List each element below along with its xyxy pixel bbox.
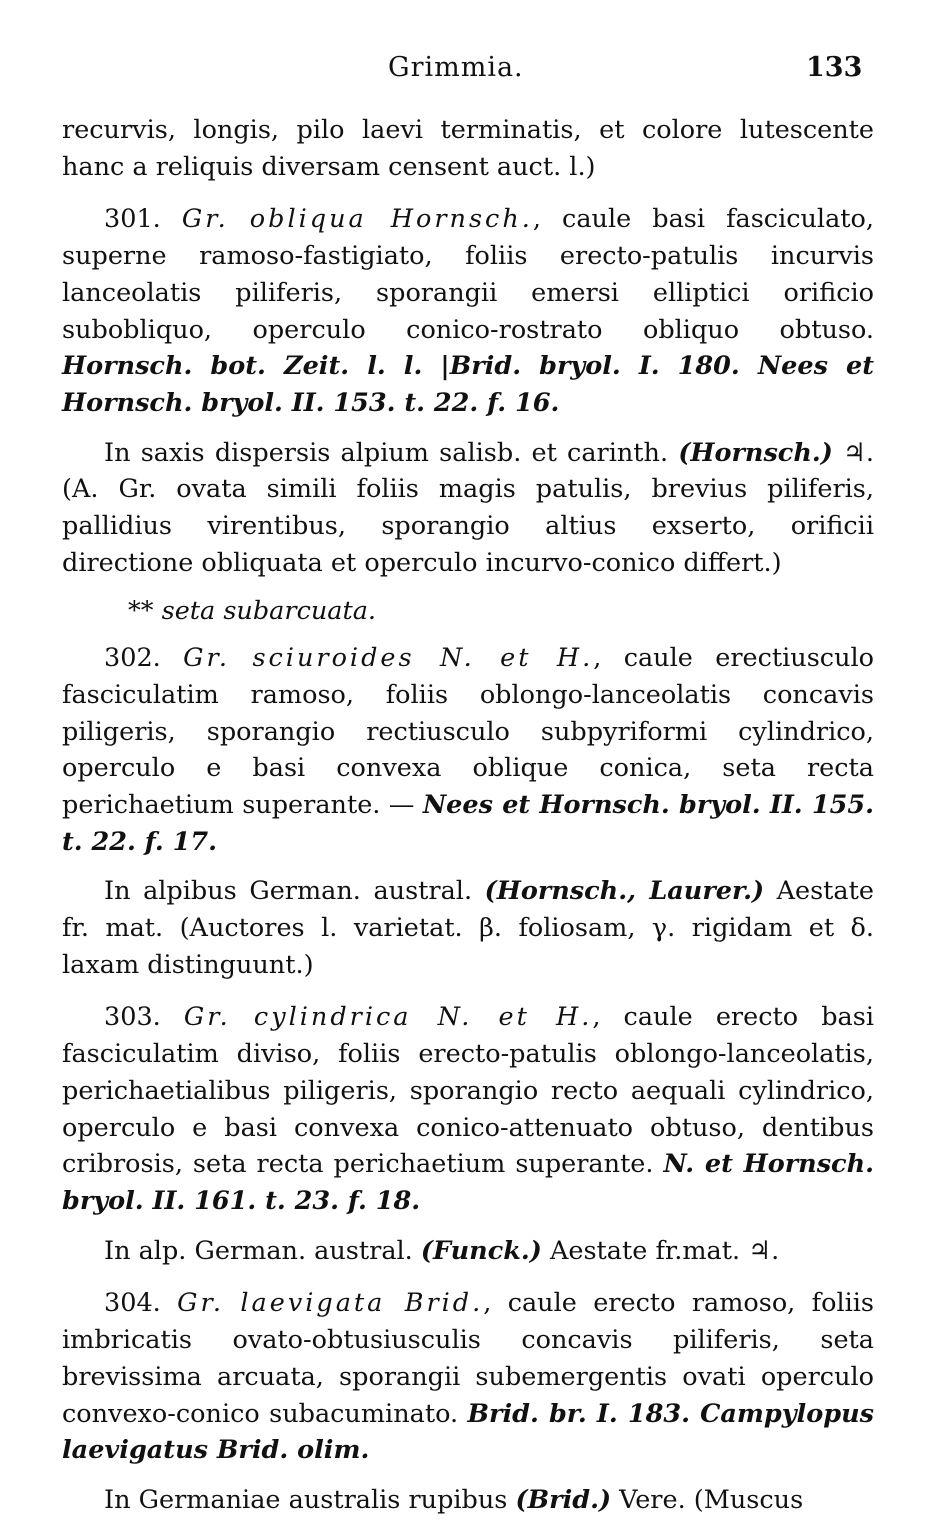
species-number: 302. (104, 643, 161, 674)
page-body (62, 112, 874, 1519)
continuation-paragraph (62, 112, 874, 185)
species-number: 301. (104, 204, 161, 235)
species-description: , caule erecto ramoso, foliis imbricatis ovato-obtusiusculis concavis piliferis, seta brevissima arcuata, sporangii subemergentis ovati operculo convexo-conico subacuminato. (62, 1288, 874, 1429)
genus-abbrev: Gr. (183, 1002, 231, 1033)
habitat-text: In alp. German. austral. (104, 1235, 413, 1266)
habitat-rest: Aestate fr.mat. (549, 1235, 741, 1266)
section-label: seta subarcuata. (161, 596, 377, 627)
species-description: , caule erectiusculo fasciculatim ramoso, foliis oblongo-lanceolatis concavis piligeris, sporangio rectiusculo subpyriformi cylindrico, operculo e basi convexa oblique conica, seta recta perichaetium superante. — (62, 643, 875, 820)
perennial-symbol: ♃. (843, 437, 875, 468)
species-entry-301 (62, 201, 874, 421)
habitat-rest: Aestate fr. mat. (Auctores l. varietat. β. foliosam, γ. rigidam et δ. laxam distinguunt.) (62, 876, 874, 980)
habitat-text: In saxis dispersis alpium salisb. et carinth. (104, 437, 669, 468)
species-name: sciuroides N. et H. (252, 643, 594, 674)
page-number: 133 (806, 52, 863, 83)
species-entry-302 (62, 640, 874, 860)
species-number: 303. (104, 1002, 161, 1033)
habitat-301 (62, 435, 874, 582)
running-title: Grimmia. (388, 52, 524, 83)
species-number: 304. (104, 1288, 161, 1319)
habitat-rest: Vere. (Muscus (619, 1484, 804, 1515)
habitat-collector: (Funck.) (420, 1235, 542, 1266)
species-references: Nees et Hornsch. bryol. II. 155. t. 22. f. 17. (62, 789, 874, 857)
habitat-text: In alpibus German. austral. (104, 876, 473, 907)
habitat-304 (62, 1482, 874, 1519)
habitat-collector: (Hornsch.) (678, 437, 833, 468)
species-entry-303 (62, 999, 874, 1219)
species-description: , caule erecto basi fasciculatim diviso, foliis erecto-patulis oblongo-lanceolatis, perichaetialibus piligeris, sporangio recto aequali cylindrico, operculo e basi convexa conico-attenuato obtuso, dentibus cribrosis, seta recta perichaetium superante. (62, 1002, 874, 1180)
habitat-text: In Germaniae australis rupibus (104, 1484, 508, 1515)
species-description: , caule basi fasciculato, superne ramoso-fastigiato, foliis erecto-patulis incurvis lanceolatis piliferis, sporangii emersi elliptici orificio subobliquo, operculo conico-rostrato obliquo obtuso. (62, 204, 874, 345)
continuation-text: recurvis, longis, pilo laevi terminatis, et colore lutescente hanc a reliquis diversam censent auct. l.) (62, 115, 874, 182)
habitat-collector: (Brid.) (515, 1484, 612, 1515)
habitat-collector: (Hornsch., Laurer.) (484, 876, 765, 907)
species-references: Brid. br. I. 183. Campylopus laevigatus Brid. olim. (62, 1398, 874, 1466)
species-name: obliqua Hornsch. (249, 204, 533, 235)
habitat-303 (62, 1233, 874, 1270)
habitat-302 (62, 873, 874, 983)
page-header (0, 52, 930, 92)
species-name: cylindrica N. et H. (253, 1002, 593, 1033)
note-text: (A. Gr. ovata simili foliis magis patulis, brevius piliferis, pallidius virentibus, sporangio altius exserto, orificii directione obliquata et operculo incurvo-conico differt.) (62, 474, 874, 578)
section-heading (62, 593, 874, 630)
perennial-symbol: ♃. (748, 1235, 780, 1266)
genus-abbrev: Gr. (177, 1288, 225, 1319)
species-references: N. et Hornsch. bryol. II. 161. t. 23. f. 18. (62, 1149, 874, 1216)
section-marker: ** (128, 596, 154, 627)
species-references: Hornsch. bot. Zeit. l. l. |Brid. bryol. I. 180. Nees et Hornsch. bryol. II. 153. t. 22. f. 16. (62, 351, 874, 418)
species-entry-304 (62, 1285, 874, 1469)
genus-abbrev: Gr. (181, 204, 229, 235)
species-name: laevigata Brid. (240, 1288, 484, 1319)
genus-abbrev: Gr. (183, 643, 231, 674)
